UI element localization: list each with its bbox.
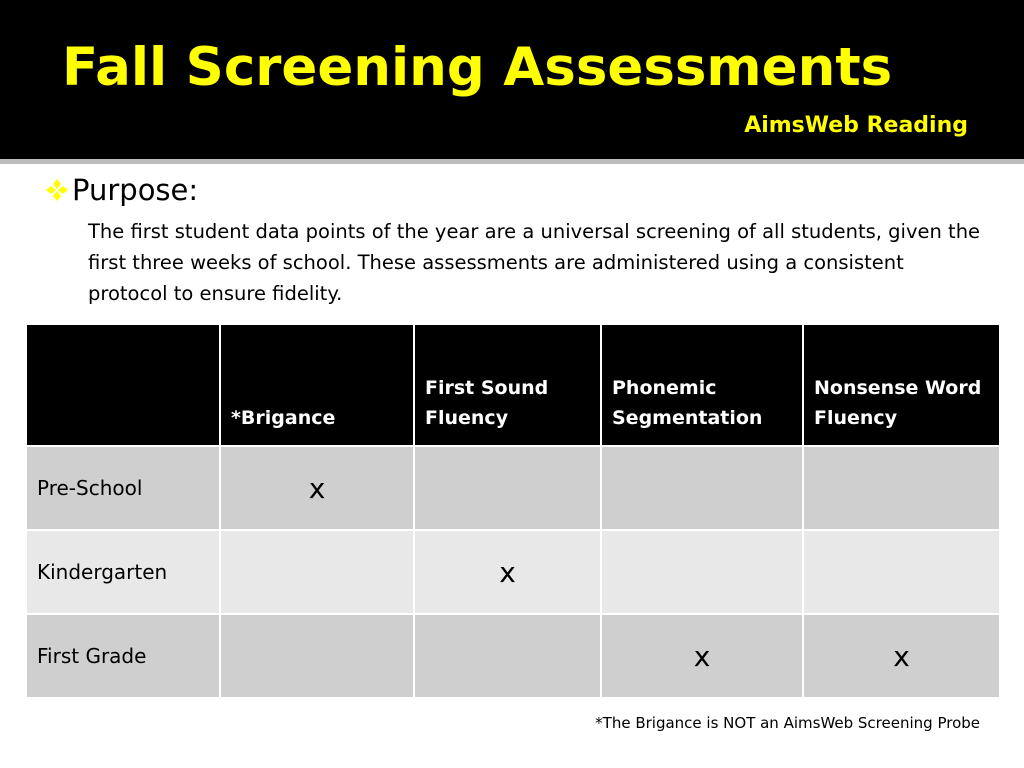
table-row	[26, 530, 1000, 614]
table-cell	[601, 530, 803, 614]
header-cell-first-sound-fluency: First Sound Fluency	[414, 324, 601, 446]
header-cell-brigance: *Brigance	[220, 324, 414, 446]
screening-table	[25, 323, 1001, 699]
purpose-text: The first student data points of the year are a universal screening of all students, given the first three weeks of school. These assessments are administered using a consistent protocol to ensure fidelity.	[88, 220, 981, 305]
table-cell	[220, 530, 414, 614]
row-label: First Grade	[26, 614, 220, 698]
table-cell	[803, 446, 1000, 530]
table-cell: x	[220, 446, 414, 530]
table-cell: x	[803, 614, 1000, 698]
table-cell: x	[414, 530, 601, 614]
table-cell	[414, 614, 601, 698]
header-cell-nonsense-word-fluency: Nonsense Word Fluency	[803, 324, 1000, 446]
four-diamond-bullet-icon	[44, 177, 70, 203]
table-cell	[803, 530, 1000, 614]
footnote: *The Brigance is NOT an AimsWeb Screening Probe	[595, 714, 980, 732]
row-label: Kindergarten	[26, 530, 220, 614]
header-cell-phonemic-segmentation: Phonemic Segmentation	[601, 324, 803, 446]
table-cell	[220, 614, 414, 698]
table-cell	[601, 446, 803, 530]
table-cell	[414, 446, 601, 530]
header-cell-blank	[26, 324, 220, 446]
table-cell: x	[601, 614, 803, 698]
purpose-bullet	[44, 172, 198, 208]
row-label: Pre-School	[26, 446, 220, 530]
table-row	[26, 614, 1000, 698]
header-divider	[0, 159, 1024, 164]
title-banner	[0, 0, 1024, 159]
table-header-row	[26, 324, 1000, 446]
slide-subtitle: AimsWeb Reading	[744, 113, 968, 138]
slide-title: Fall Screening Assessments	[62, 37, 893, 98]
purpose-heading: Purpose:	[72, 173, 199, 207]
table-row	[26, 446, 1000, 530]
